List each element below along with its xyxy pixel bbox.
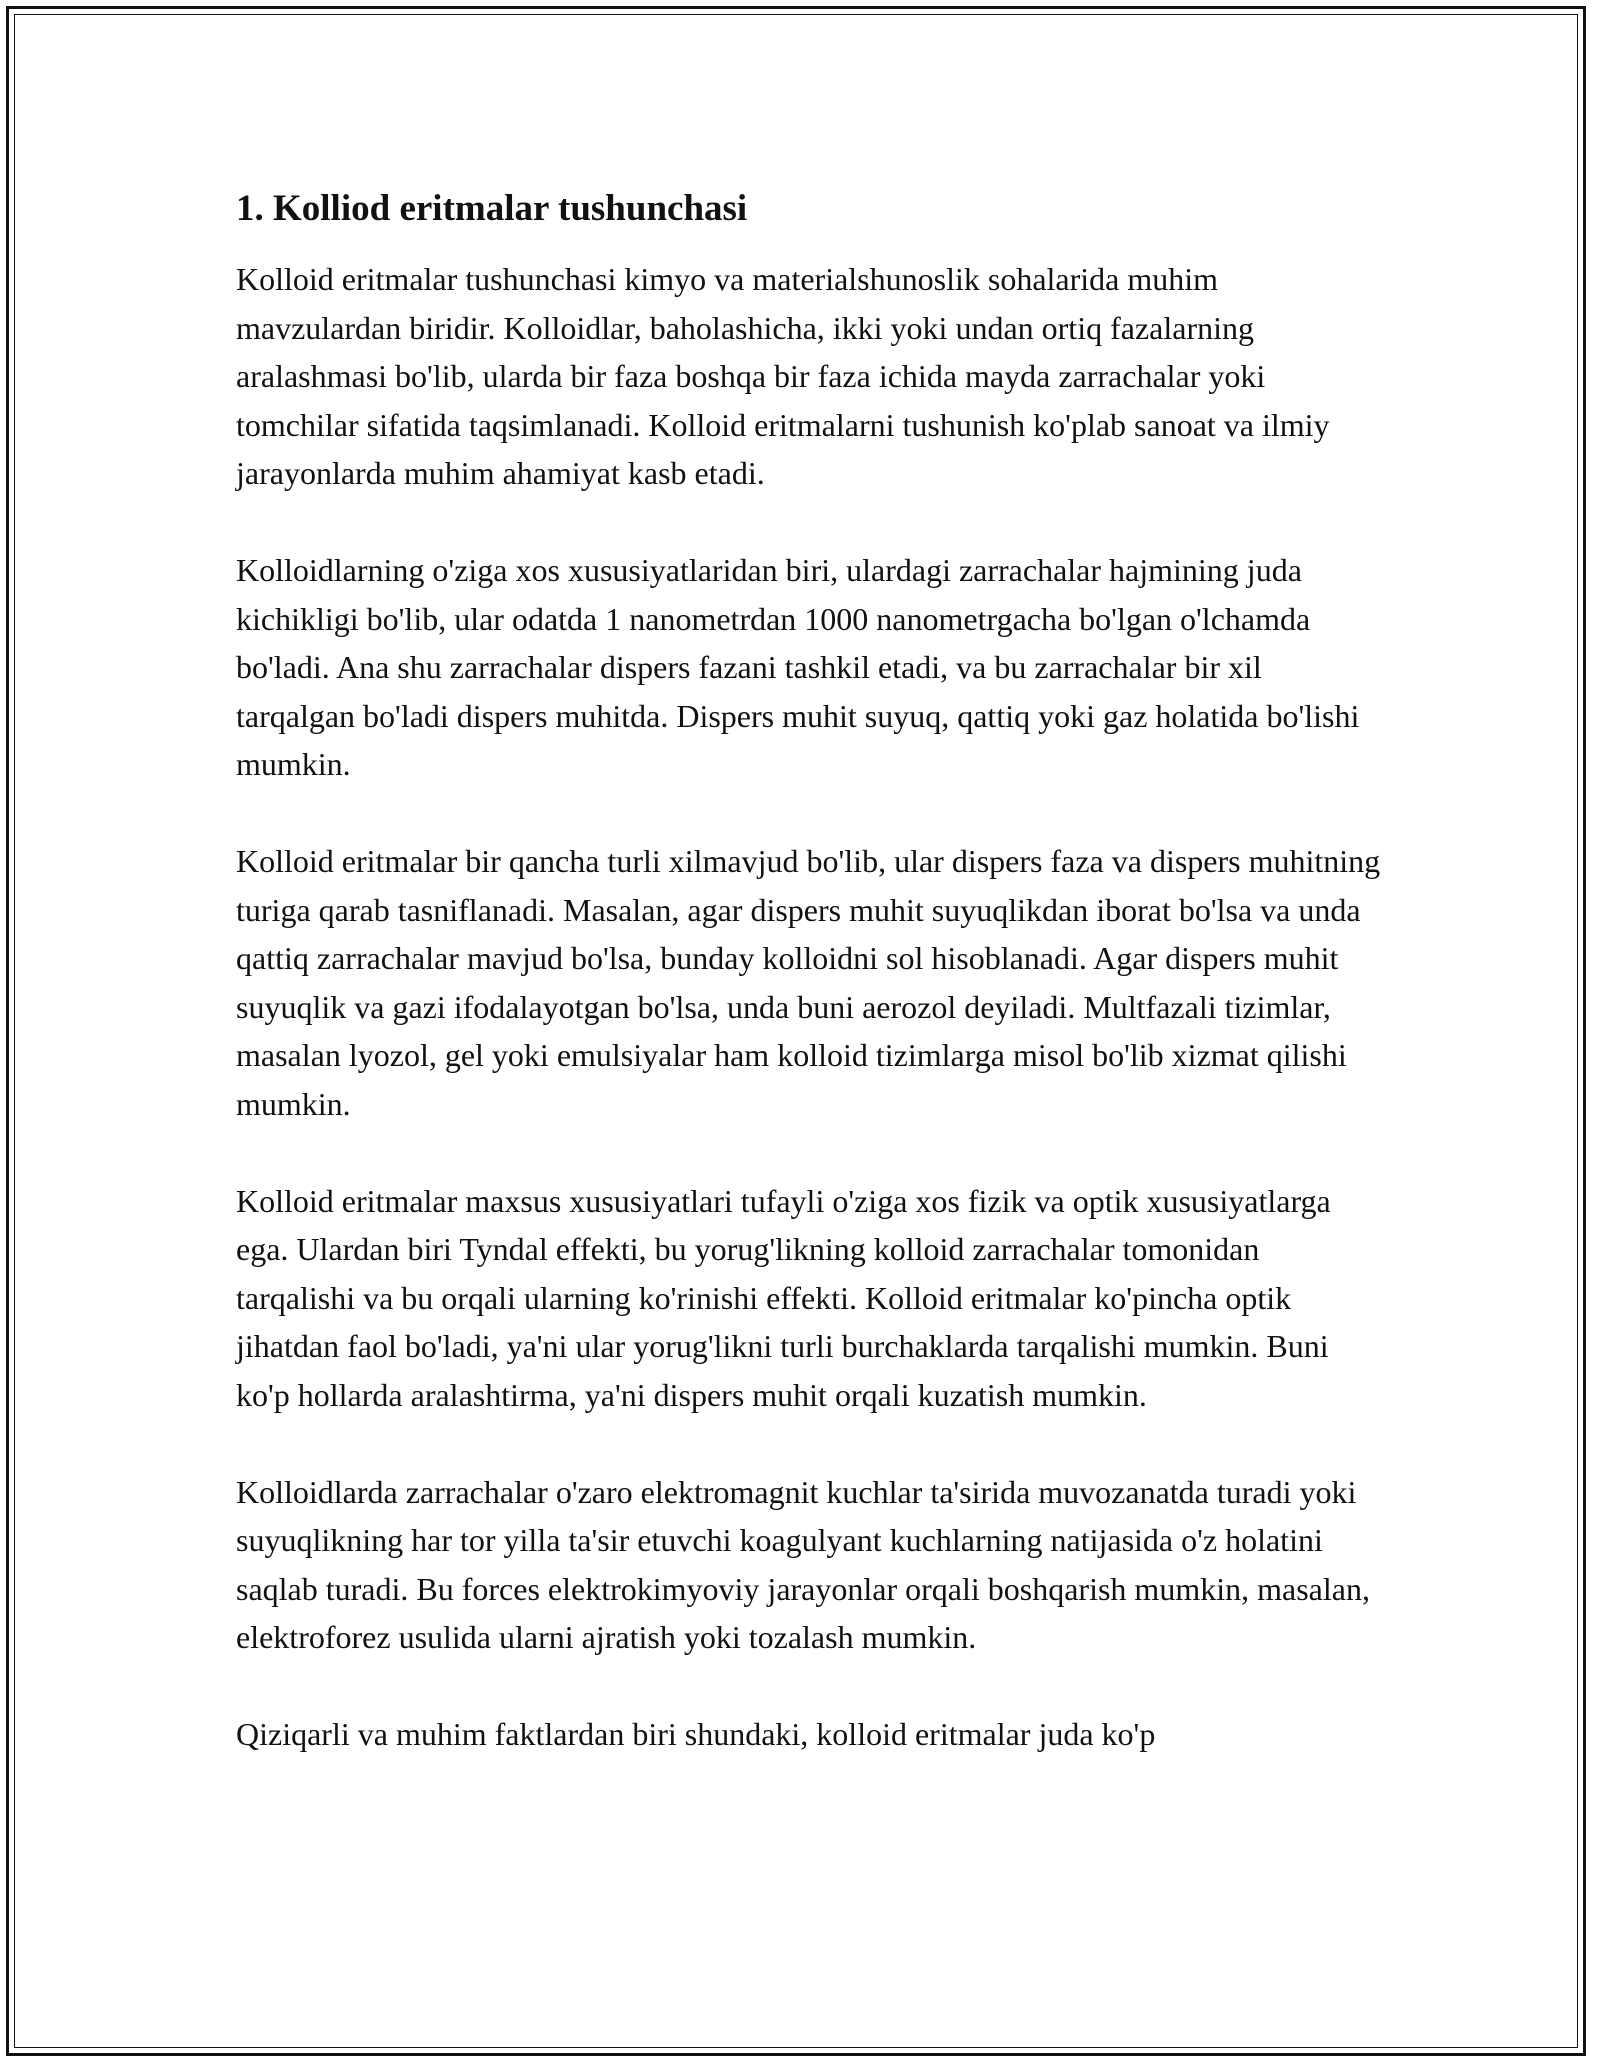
document-body <box>236 185 1386 1807</box>
paragraph-stability: Kolloidlarda zarrachalar o'zaro elektromagnit kuchlar ta'sirida muvozanatda turadi yoki suyuqlikning har tor yilla ta'sir etuvchi koagulyant kuchlarning natijasida o'z holatini saqlab turadi. Bu forces elektrokimyoviy jarayonlar orqali boshqarish mumkin, masalan, elektroforez usulida ularni ajratish yoki tozalash mumkin. <box>236 1473 1370 1655</box>
paragraph-particle-size: Kolloidlarning o'ziga xos xususiyatlaridan biri, ulardagi zarrachalar hajmining juda kichikligi bo'lib, ular odatda 1 nanometrdan 1000 nanometrgacha bo'lgan o'lchamda bo'ladi. Ana shu zarrachalar dispers fazani tashkil etadi, va bu zarrachalar bir xil tarqalgan bo'ladi dispers muhitda. Dispers muhit suyuq, qattiq yoki gaz holatida bo'lishi mumkin. <box>236 552 1360 782</box>
paragraph-optical-properties: Kolloid eritmalar maxsus xususiyatlari tufayli o'ziga xos fizik va optik xususiyatlarga ega. Ulardan biri Tyndal effekti, bu yorug'likning kolloid zarrachalar tomonidan tarqalishi va bu orqali ularning ko'rinishi effekti. Kolloid eritmalar ko'pincha optik jihatdan faol bo'ladi, ya'ni ular yorug'likni turli burchaklarda tarqalishi mumkin. Buni ko'p hollarda aralashtirma, ya'ni dispers muhit orqali kuzatish mumkin. <box>236 1182 1331 1413</box>
paragraph-classification: Kolloid eritmalar bir qancha turli xilmavjud bo'lib, ular dispers faza va dispers muhitning turiga qarab tasniflanadi. Masalan, agar dispers muhit suyuqlikdan iborat bo'lsa va unda qattiq zarrachalar mavjud bo'lsa, bunday kolloidni sol hisoblanadi. Agar dispers muhit suyuqlik va gazi ifodalayotgan bo'lsa, unda buni aerozol deyiladi. Multfazali tizimlar, masalan lyozol, gel yoki emulsiyalar ham kolloid tizimlarga misol bo'lib xizmat qilishi mumkin. <box>236 843 1381 1122</box>
section-heading: 1. Kolliod eritmalar tushunchasi <box>236 188 748 229</box>
paragraph-definition: Kolloid eritmalar tushunchasi kimyo va materialshunoslik sohalarida muhim mavzulardan biridir. Kolloidlar, baholashicha, ikki yoki undan ortiq fazalarning aralashmasi bo'lib, ularda bir faza boshqa bir faza ichida mayda zarrachalar yoki tomchilar sifatida taqsimlanadi. Kolloid eritmalarni tushunish ko'plab sanoat va ilmiy jarayonlarda muhim ahamiyat kasb etadi. <box>236 261 1330 491</box>
paragraph-facts: Qiziqarli va muhim faktlardan biri shundaki, kolloid eritmalar juda ko'p <box>236 1716 1156 1752</box>
